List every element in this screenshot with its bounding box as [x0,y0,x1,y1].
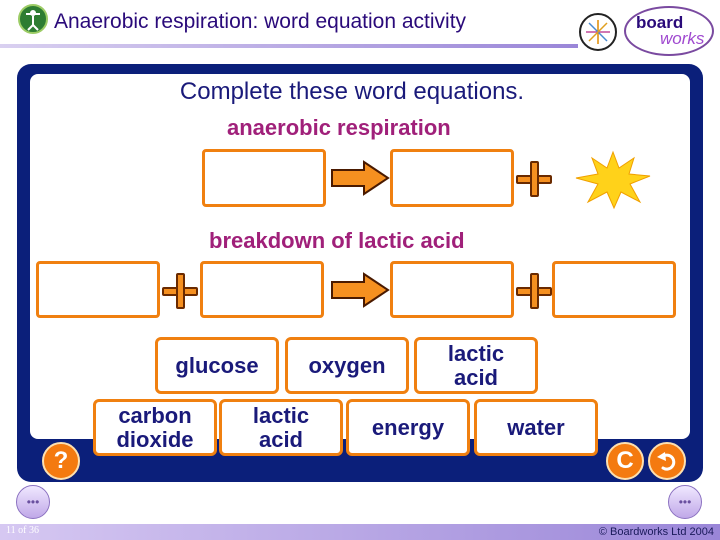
word-tile-water[interactable]: water [474,399,598,456]
answer-slot-5[interactable] [390,261,514,318]
logo-text-board: board [636,13,684,32]
word-tile-lactic-acid[interactable]: lactic acid [414,337,538,394]
arrow-icon [330,160,390,196]
page-title: Anaerobic respiration: word equation activity [54,10,467,33]
clear-button[interactable] [606,442,644,480]
help-button-label: ? [53,447,69,474]
logo-text-works: works [660,29,705,48]
section-title-lactic-breakdown: breakdown of lactic acid [209,228,465,253]
topic-icon [18,4,48,34]
word-tile-lactic-acid[interactable]: lactic acid [219,399,343,456]
answer-slot-1[interactable] [202,149,326,207]
compass-icon [579,13,617,51]
plus-icon [516,273,552,309]
instruction-text [0,78,712,106]
next-slide-button[interactable] [668,485,702,519]
clear-button-label: C [616,447,634,474]
word-tile-energy[interactable]: energy [346,399,470,456]
help-button[interactable] [42,442,80,480]
answer-slot-6[interactable] [552,261,676,318]
word-tile-oxygen[interactable]: oxygen [285,337,409,394]
reset-button[interactable] [648,442,686,480]
plus-icon [516,161,552,197]
answer-slot-3[interactable] [36,261,160,318]
word-tile-glucose[interactable]: glucose [155,337,279,394]
word-tile-carbon-dioxide[interactable]: carbon dioxide [93,399,217,456]
boardworks-logo [624,6,714,56]
energy-star-icon [574,150,652,210]
plus-icon [162,273,198,309]
header-divider [0,44,578,48]
previous-icon: ••• [26,495,40,509]
answer-slot-4[interactable] [200,261,324,318]
slide-number: 11 of 36 [6,525,39,536]
undo-arrow-icon [655,449,679,473]
copyright-text: © Boardworks Ltd 2004 [598,526,714,538]
section-title-anaerobic: anaerobic respiration [227,115,451,140]
previous-slide-button[interactable] [16,485,50,519]
next-icon: ••• [678,495,692,509]
arrow-icon [330,272,390,308]
instruction-label: Complete these word equations. [179,78,525,105]
answer-slot-2[interactable] [390,149,514,207]
